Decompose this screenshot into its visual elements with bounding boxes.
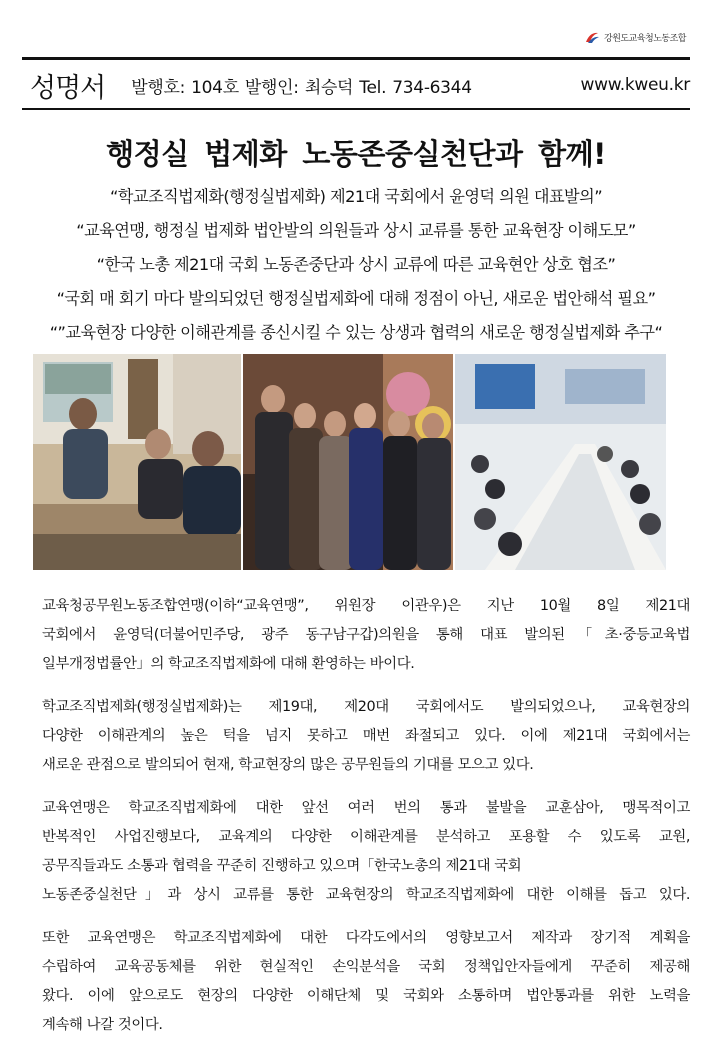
text-line: 수립하여 교육공동체를 위한 현실적인 손익분석을 국회 정책입안자들에게 꾸준히 제공해 [42, 959, 690, 975]
text-line: 교육청공무원노동조합연맹(이하“교육연맹”, 위원장 이관우)은 지난 10월 8일 제21대 [42, 598, 690, 614]
masthead-bottom-rule [22, 108, 690, 110]
text-line: 교육연맹은 학교조직법제화에 대한 앞선 여러 번의 통과 불발을 교훈삼아, 맹목적이고 [42, 800, 690, 816]
union-logo [584, 30, 686, 44]
text-line: 일부개정법률안」의 학교조직법제화에 대해 환영하는 바이다. [42, 656, 415, 672]
subheadline: “학교조직법제화(행정실법제화) 제21대 국회에서 윤영덕 의원 대표발의” [109, 187, 603, 206]
subheadline: “국회 매 회기 마다 발의되었던 행정실법제화에 대해 정점이 아닌, 새로운 법안해석 필요” [56, 289, 656, 308]
headline: 행정실 법제화 노동존중실천단과 함께! [106, 137, 606, 171]
text-line: 다양한 이해관계의 높은 턱을 넘지 못하고 매번 좌절되고 있다. 이에 제21대 국회에서는 [42, 728, 690, 744]
text-line: 공무직들과도 소통과 협력을 꾸준히 진행하고 있으며「한국노총의 제21대 국회 [42, 858, 522, 874]
text-line: 계속해 나갈 것이다. [42, 1017, 163, 1033]
text-line: 왔다. 이에 앞으로도 현장의 다양한 이해단체 및 국회와 소통하며 법안통과를 위한 노력을 [42, 988, 690, 1004]
body-paragraph [25, 794, 690, 910]
issue-info: 발행호: 104호 발행인: 최승덕 Tel. 734-6344 [131, 77, 472, 98]
text-line: 반복적인 사업진행보다, 교육계의 다양한 이해관계를 분석하고 포용할 수 있도록 교원, [42, 829, 690, 845]
body-paragraph [25, 693, 690, 780]
text-line: 노동존중실천단」과 상시 교류를 통한 교육현장의 학교조직법제화에 대한 이해를 돕고 있다. [42, 887, 690, 903]
body-paragraph [25, 592, 690, 679]
masthead [22, 64, 690, 106]
office-meeting-photo [33, 354, 241, 570]
text-line: 새로운 관점으로 발의되어 현재, 학교현장의 많은 공무원들의 기대를 모으고 있다. [42, 757, 534, 773]
subheadline-list [0, 180, 712, 350]
union-logo-text: 강원도교육청노동조합 [604, 33, 686, 44]
document-type-title: 성명서 [30, 72, 106, 104]
photo-strip [33, 354, 666, 570]
conference-room-photo [455, 354, 666, 570]
body-paragraph [25, 924, 690, 1040]
masthead-top-rule [22, 57, 690, 60]
text-line: 국회에서 윤영덕(더불어민주당, 광주 동구남구갑)의원을 통해 대표 발의된「초·중등교육법 [42, 627, 690, 643]
statement-body [25, 592, 690, 1054]
text-line: 학교조직법제화(행정실법제화)는 제19대, 제20대 국회에서도 발의되었으나, 교육현장의 [42, 699, 690, 715]
subheadline: “”교육현장 다양한 이해관계를 종신시킬 수 있는 상생과 협력의 새로운 행정실법제화 추구“ [49, 323, 663, 342]
subheadline: “한국 노총 제21대 국회 노동존중단과 상시 교류에 따른 교육현안 상호 협조” [96, 255, 616, 274]
website-url[interactable]: www.kweu.kr [580, 75, 690, 95]
group-photo [243, 354, 453, 570]
union-logo-icon [584, 30, 600, 44]
text-line: 또한 교육연맹은 학교조직법제화에 대한 다각도에서의 영향보고서 제작과 장기적 계획을 [42, 930, 690, 946]
subheadline: “교육연맹, 행정실 법제화 법안발의 의원들과 상시 교류를 통한 교육현장 이해도모” [76, 221, 636, 240]
